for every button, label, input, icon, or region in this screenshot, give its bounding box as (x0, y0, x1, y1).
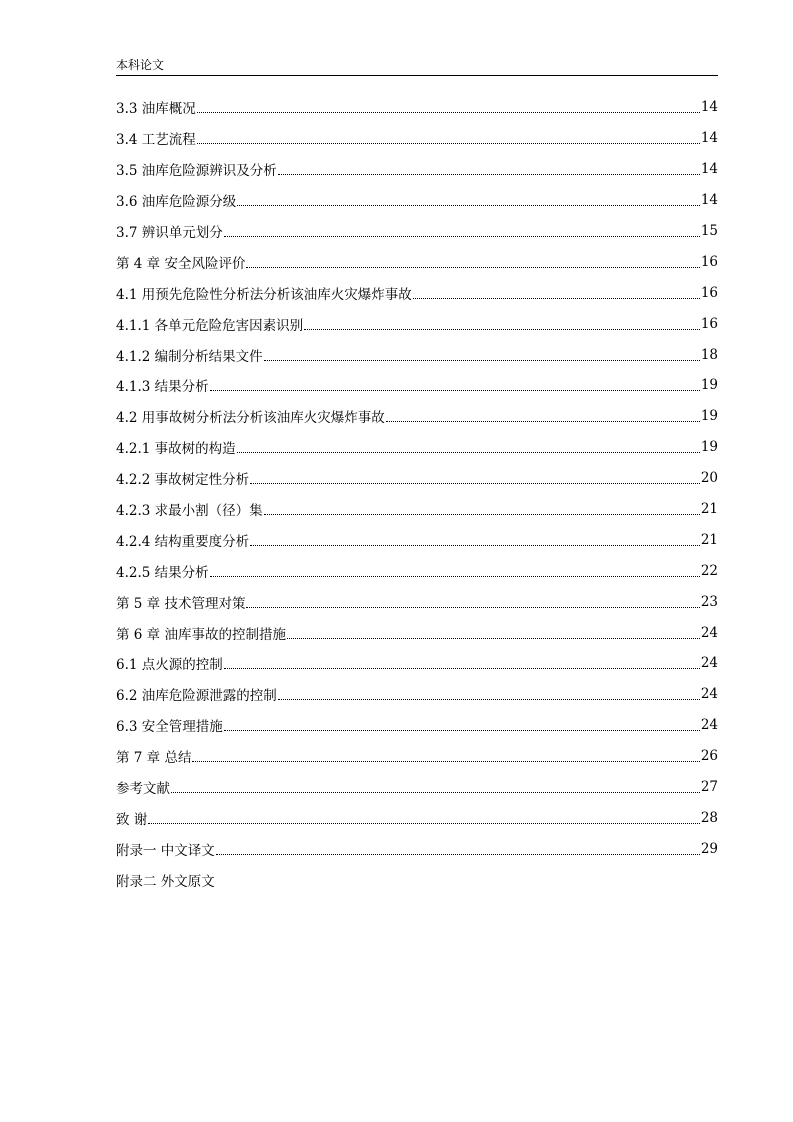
toc-dot-leader (250, 544, 700, 546)
toc-entry[interactable] (116, 555, 718, 586)
toc-dot-leader (250, 482, 700, 484)
toc-entry[interactable] (116, 339, 718, 370)
toc-dot-leader (278, 698, 700, 700)
toc-entry-page: 24 (700, 655, 718, 672)
toc-entry-page: 24 (700, 624, 718, 641)
toc-entry-page: 18 (700, 346, 718, 363)
toc-entry[interactable] (116, 432, 718, 463)
toc-entry[interactable] (116, 802, 718, 833)
toc-entry-page: 14 (700, 99, 718, 116)
toc-entry[interactable] (116, 617, 718, 648)
toc-entry-title: 4.1.2 编制分析结果文件 (116, 348, 263, 365)
toc-entry[interactable] (116, 648, 718, 679)
toc-dot-leader (278, 173, 700, 175)
toc-entry-page: 14 (700, 192, 718, 209)
toc-dot-leader (224, 729, 700, 731)
header-title: 本科论文 (116, 58, 165, 72)
toc-entry[interactable] (116, 370, 718, 401)
toc-dot-leader (171, 791, 700, 793)
toc-entry[interactable] (116, 123, 718, 154)
toc-entry[interactable] (116, 92, 718, 123)
toc-entry-page: 27 (700, 779, 718, 796)
toc-entry-page: 26 (700, 748, 718, 765)
toc-entry[interactable] (116, 833, 718, 864)
toc-entry-page: 24 (700, 686, 718, 703)
toc-dot-leader (197, 111, 700, 113)
toc-entry[interactable] (116, 308, 718, 339)
toc-dot-leader (148, 822, 700, 824)
toc-entry[interactable] (116, 679, 718, 710)
toc-entry-page: 22 (700, 562, 718, 579)
toc-dot-leader (210, 575, 700, 577)
toc-entry-title: 6.2 油库危险源泄露的控制 (116, 688, 277, 705)
toc-entry-title: 3.7 辨识单元划分 (116, 225, 223, 241)
toc-dot-leader (304, 328, 700, 330)
toc-dot-leader (216, 853, 700, 855)
toc-entry-title: 6.3 安全管理措施 (116, 719, 223, 736)
toc-entry-page: 14 (700, 130, 718, 147)
toc-entry[interactable] (116, 586, 718, 617)
toc-entry[interactable] (116, 864, 718, 895)
toc-entry-page: 20 (700, 470, 718, 487)
toc-entry-title: 4.2.2 事故树定性分析 (116, 472, 250, 489)
toc-entry-page: 15 (700, 223, 718, 239)
toc-dot-leader (197, 142, 700, 144)
toc-entry-title: 4.2.4 结构重要度分析 (116, 533, 250, 550)
toc-entry-title: 4.1.3 结果分析 (116, 379, 209, 396)
toc-dot-leader (237, 204, 700, 206)
toc-entry[interactable] (116, 216, 718, 247)
toc-dot-leader (246, 266, 699, 268)
toc-entry[interactable] (116, 772, 718, 803)
toc-entry-title: 第 4 章 安全风险评价 (116, 255, 246, 272)
toc-entry-title: 6.1 点火源的控制 (116, 657, 223, 674)
page-header (116, 57, 718, 76)
toc-entry-page: 24 (700, 717, 718, 734)
toc-entry-title: 参考文献 (116, 781, 170, 798)
toc-dot-leader (192, 760, 699, 762)
toc-entry[interactable] (116, 277, 718, 308)
toc-entry-page: 14 (700, 161, 718, 178)
toc-dot-leader (224, 235, 700, 237)
toc-dot-leader (264, 513, 700, 515)
toc-dot-leader (386, 420, 700, 422)
toc-entry-title: 第 5 章 技术管理对策 (116, 595, 246, 612)
toc-dot-leader (287, 637, 700, 639)
toc-dot-leader (210, 389, 700, 391)
toc-entry-page: 19 (700, 439, 718, 456)
toc-entry-title: 3.5 油库危险源辨识及分析 (116, 163, 277, 180)
toc-entry-title: 4.2 用事故树分析法分析该油库火灾爆炸事故 (116, 410, 385, 427)
toc-entry-page: 16 (700, 315, 718, 332)
toc-entry[interactable] (116, 154, 718, 185)
toc-dot-leader (413, 297, 700, 299)
toc-entry-title: 3.4 工艺流程 (116, 132, 196, 149)
toc-entry[interactable] (116, 463, 718, 494)
toc-entry[interactable] (116, 246, 718, 277)
toc-entry[interactable] (116, 401, 718, 432)
toc-dot-leader (264, 359, 700, 361)
toc-entry-title: 4.2.5 结果分析 (116, 564, 209, 581)
toc-entry-page: 21 (700, 501, 718, 518)
toc-entry-title: 3.3 油库概况 (116, 101, 196, 118)
toc-entry-page: 29 (700, 840, 718, 857)
toc-entry[interactable] (116, 524, 718, 555)
toc-entry[interactable] (116, 710, 718, 741)
toc-dot-leader (246, 606, 699, 608)
toc-entry-title: 4.2.1 事故树的构造 (116, 441, 236, 458)
toc-entry-title: 附录一 中文译文 (116, 842, 215, 859)
toc-entry[interactable] (116, 494, 718, 525)
toc-entry-title: 4.1.1 各单元危险危害因素识别 (116, 317, 304, 334)
toc-entry-page: 19 (700, 377, 718, 394)
table-of-contents (116, 92, 718, 895)
toc-dot-leader (224, 667, 700, 669)
toc-entry-page: 16 (700, 253, 718, 270)
toc-entry-title: 第 6 章 油库事故的控制措施 (116, 626, 286, 643)
toc-entry-title: 第 7 章 总结 (116, 750, 192, 767)
toc-entry-title: 3.6 油库危险源分级 (116, 194, 237, 211)
toc-entry-page: 21 (700, 531, 718, 548)
toc-dot-leader (237, 451, 700, 453)
toc-entry[interactable] (116, 741, 718, 772)
toc-entry-page: 23 (700, 593, 718, 610)
toc-entry-title: 附录二 外文原文 (116, 873, 215, 890)
toc-entry-page: 28 (700, 809, 718, 826)
toc-entry[interactable] (116, 185, 718, 216)
toc-entry-title: 4.1 用预先危险性分析法分析该油库火灾爆炸事故 (116, 286, 412, 303)
toc-entry-page: 16 (700, 284, 718, 301)
toc-entry-title: 致 谢 (116, 811, 148, 828)
toc-entry-page: 19 (700, 408, 718, 425)
toc-entry-title: 4.2.3 求最小割（径）集 (116, 503, 263, 520)
